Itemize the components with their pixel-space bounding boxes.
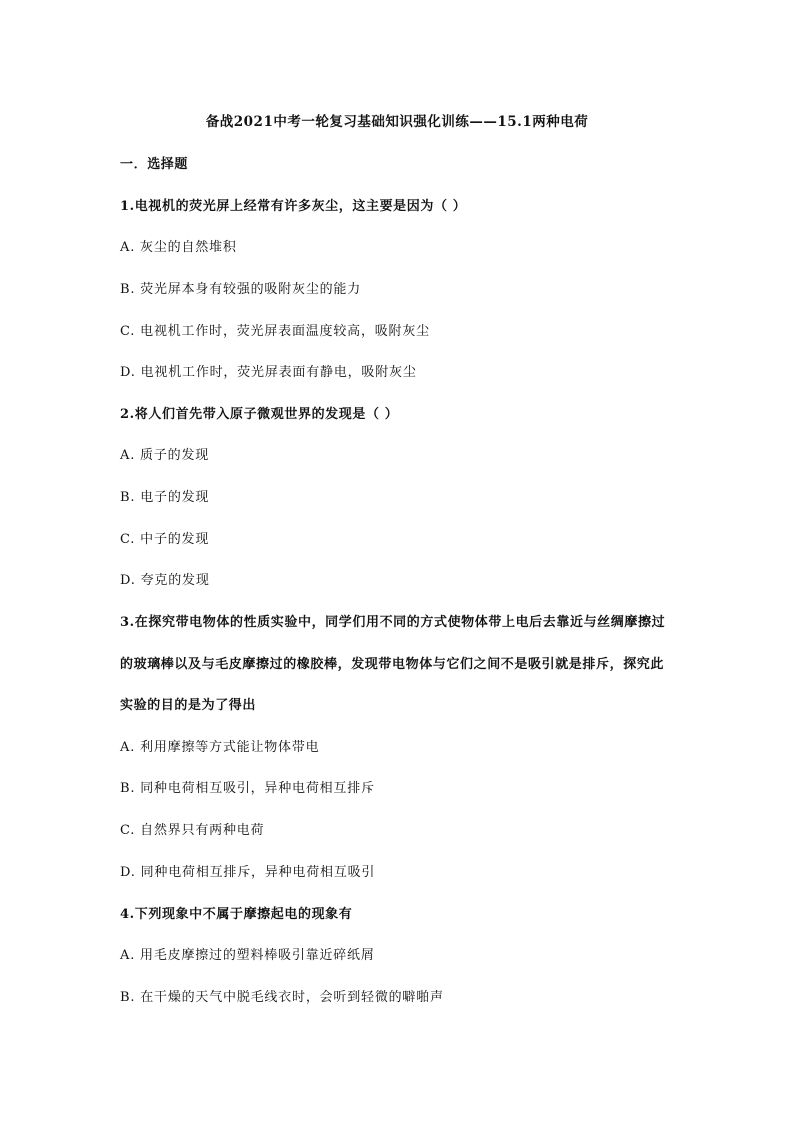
section-heading: 一．选择题 [120, 157, 189, 172]
question-1-option-d: D. 电视机工作时，荧光屏表面有静电，吸附灰尘 [120, 365, 417, 380]
question-3-stem-line-3: 实验的目的是为了得出 [120, 698, 257, 713]
question-3-stem-line-1: 3.在探究带电物体的性质实验中，同学们用不同的方式使物体带上电后去靠近与丝绸摩擦过 [120, 615, 666, 630]
question-1-option-a: A. 灰尘的自然堆积 [120, 240, 237, 255]
question-3-option-d: D. 同种电荷相互排斥，异种电荷相互吸引 [120, 865, 376, 880]
document-title: 备战2021中考一轮复习基础知识强化训练——15.1两种电荷 [205, 114, 589, 130]
question-4-option-b: B. 在干燥的天气中脱毛线衣时，会听到轻微的噼啪声 [120, 990, 444, 1005]
question-2-option-b: B. 电子的发现 [120, 490, 210, 505]
question-1-option-b: B. 荧光屏本身有较强的吸附灰尘的能力 [120, 282, 362, 297]
question-3-option-a: A. 利用摩擦等方式能让物体带电 [120, 740, 320, 755]
question-3-option-c: C. 自然界只有两种电荷 [120, 823, 265, 838]
question-2-option-a: A. 质子的发现 [120, 448, 210, 463]
question-1-option-c: C. 电视机工作时，荧光屏表面温度较高，吸附灰尘 [120, 324, 430, 339]
question-2-stem: 2.将人们首先带入原子微观世界的发现是（ ） [120, 407, 399, 422]
question-4-option-a: A. 用毛皮摩擦过的塑料棒吸引靠近碎纸屑 [120, 948, 375, 963]
question-3-option-b: B. 同种电荷相互吸引，异种电荷相互排斥 [120, 781, 375, 796]
question-3-stem-line-2: 的玻璃棒以及与毛皮摩擦过的橡胶棒，发现带电物体与它们之间不是吸引就是排斥，探究此 [120, 657, 665, 672]
question-2-option-d: D. 夸克的发现 [120, 573, 210, 588]
question-1-stem: 1.电视机的荧光屏上经常有许多灰尘，这主要是因为（ ） [120, 199, 467, 214]
question-2-option-c: C. 中子的发现 [120, 532, 210, 547]
question-4-stem: 4.下列现象中不属于摩擦起电的现象有 [120, 907, 353, 922]
